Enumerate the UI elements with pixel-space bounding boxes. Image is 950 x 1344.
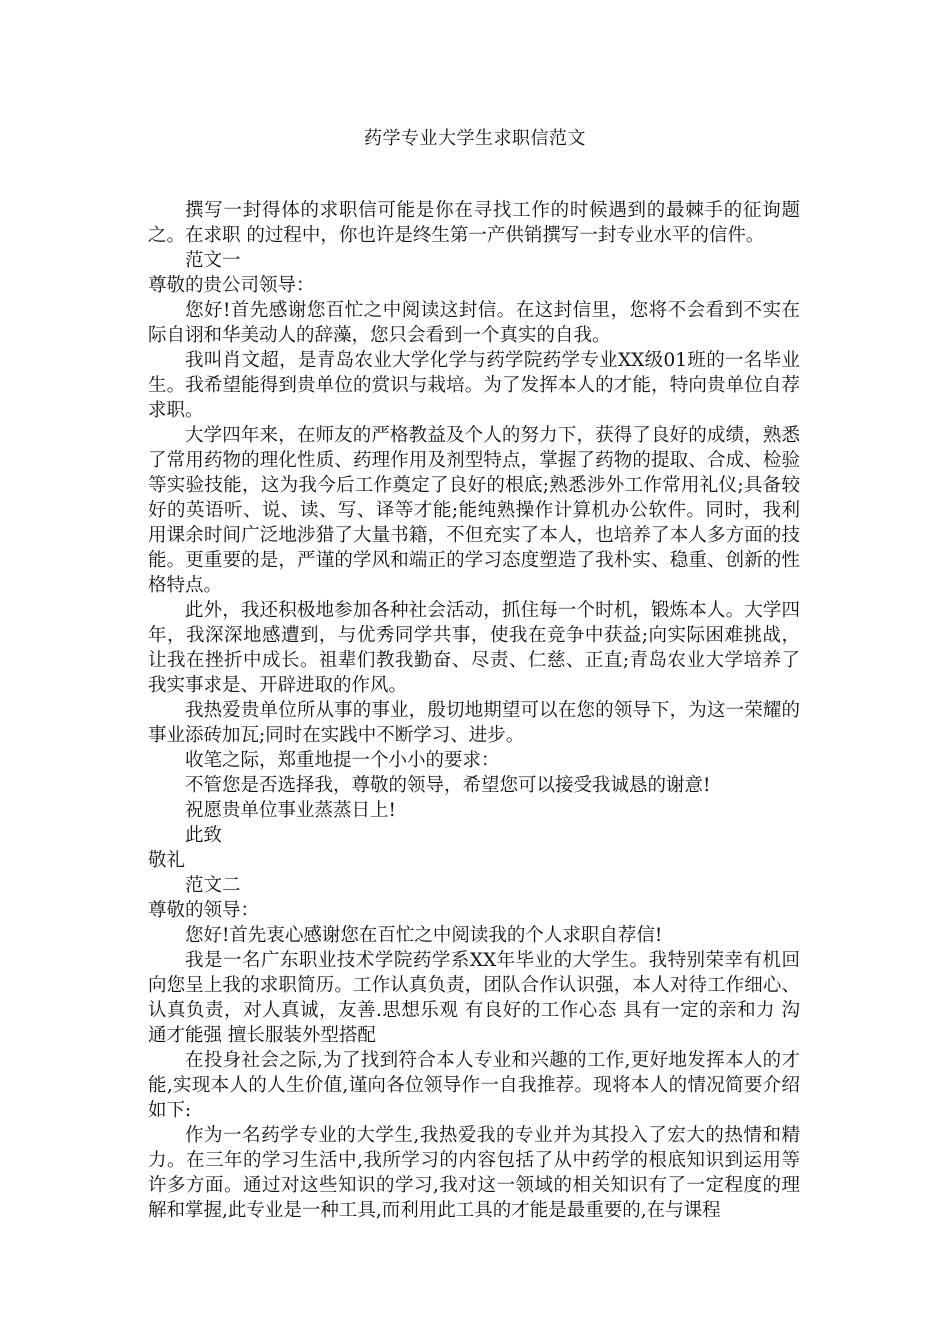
paragraph: 祝愿贵单位事业蒸蒸日上! (185, 800, 396, 821)
paragraph: 收笔之际，郑重地提一个小小的要求： (185, 750, 500, 771)
paragraph: 您好!首先感谢您百忙之中阅读这封信。在这封信里，您将不会看到不实在际自诩和华美动人的辞藻，您只会看到一个真实的自我。 (148, 300, 800, 346)
document-body (148, 198, 800, 1223)
paragraph: 尊敬的领导： (148, 900, 260, 921)
paragraph: 此外，我还积极地参加各种社会活动，抓住每一个时机，锻炼本人。大学四年，我深深地感遭到，与优秀同学共事，使我在竞争中获益;向实际困难挑战，让我在挫折中成长。祖辈们教我勤奋、尽责、仁慈、正直;青岛农业大学培养了我实事求是、开辟进取的作风。 (148, 600, 800, 696)
paragraph: 范文一 (185, 250, 241, 271)
paragraph: 尊敬的贵公司领导： (148, 275, 315, 296)
paragraph: 我是一名广东职业技术学院药学系XX年毕业的大学生。我特别荣幸有机回向您呈上我的求职简历。工作认真负责，团队合作认识强，本人对待工作细心、认真负责，对人真诚，友善.思想乐观 有良好的工作心态 具有一定的亲和力 沟通才能强 擅长服装外型搭配 (148, 950, 800, 1046)
paragraph: 大学四年来，在师友的严格教益及个人的努力下，获得了良好的成绩，熟悉了常用药物的理化性质、药理作用及剂型特点，掌握了药物的提取、合成、检验等实验技能，这为我今后工作奠定了良好的根底;熟悉涉外工作常用礼仪;具备较好的英语听、说、读、写、译等才能;能纯熟操作计算机办公软件。同时，我利用课余时间广泛地涉猎了大量书籍，不但充实了本人，也培养了本人多方面的技能。更重要的是，严谨的学风和端正的学习态度塑造了我朴实、稳重、创新的性格特点。 (148, 425, 800, 596)
paragraph: 我热爱贵单位所从事的事业，殷切地期望可以在您的领导下，为这一荣耀的事业添砖加瓦;同时在实践中不断学习、进步。 (148, 700, 800, 746)
paragraph: 范文二 (185, 875, 241, 896)
paragraph: 您好!首先衷心感谢您在百忙之中阅读我的个人求职自荐信! (185, 925, 663, 946)
paragraph: 撰写一封得体的求职信可能是你在寻找工作的时候遇到的最棘手的征询题之。在求职 的过程中，你也许是终生第一产供销撰写一封专业水平的信件。 (148, 200, 800, 246)
paragraph: 作为一名药学专业的大学生,我热爱我的专业并为其投入了宏大的热情和精力。在三年的学习生活中,我所学习的内容包括了从中药学的根底知识到运用等许多方面。通过对这些知识的学习,我对这一领域的相关知识有了一定程度的理解和掌握,此专业是一种工具,而利用此工具的才能是最重要的,在与课程 (148, 1125, 800, 1221)
paragraph: 在投身社会之际,为了找到符合本人专业和兴趣的工作,更好地发挥本人的才能,实现本人的人生价值,谨向各位领导作一自我推荐。现将本人的情况简要介绍如下: (148, 1050, 800, 1121)
paragraph: 不管您是否选择我，尊敬的领导，希望您可以接受我诚恳的谢意! (185, 775, 711, 796)
document-title: 药学专业大学生求职信范文 (364, 128, 586, 149)
paragraph: 此致 (185, 825, 223, 846)
paragraph: 我叫肖文超，是青岛农业大学化学与药学院药学专业XX级01班的一名毕业生。我希望能得到贵单位的赏识与栽培。为了发挥本人的才能，特向贵单位自荐求职。 (148, 350, 800, 421)
paragraph: 敬礼 (148, 850, 186, 871)
